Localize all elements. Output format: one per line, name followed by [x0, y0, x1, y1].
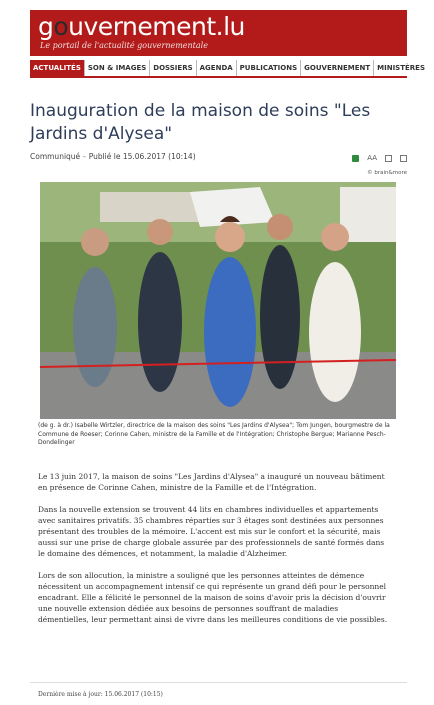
nav-item-dossiers[interactable]: DOSSIERS	[150, 60, 196, 76]
last-update: Dernière mise à jour: 15.06.2017 (10:15)	[38, 691, 163, 698]
print-icon[interactable]	[400, 155, 407, 162]
logo-text-o: o	[53, 12, 69, 41]
article-body	[38, 471, 390, 636]
article-meta	[30, 152, 407, 161]
logo-text-start: g	[38, 12, 54, 41]
photo-caption: (de g. à dr.) Isabelle Wirtzler, directrice de la maison des soins "Les Jardins d'Alysea"; Tom Jungen, bourgmestre de la Commune de Roeser; Corinne Cahen, ministre de la Famille et de l'Intégration; Christophe Bergue; Marianne Pesch-Dondelinger	[38, 422, 390, 446]
article-paragraph: Dans la nouvelle extension se trouvent 44 lits en chambres individuelles et appartements avec sanitaires privatifs. 35 chambres réparties sur 3 étages sont destinées aux personnes présentant des troubles de la mémoire. L'accent est mis sur le confort et la sécurité, mais aussi sur une prise de charge globale assurée par des professionnels de santé formés dans le domaine des démences, et notamment, la maladie d'Alzheimer.	[38, 505, 385, 558]
site-tagline: Le portail de l'actualité gouvernementale	[40, 41, 208, 50]
meta-separator: –	[82, 152, 87, 161]
nav-item-publications[interactable]: PUBLICATIONS	[237, 60, 301, 76]
nav-item-gouvernement[interactable]: GOUVERNEMENT	[301, 60, 374, 76]
publish-date: Publié le 15.06.2017 (10:14)	[88, 152, 196, 161]
main-nav	[30, 60, 425, 78]
footer-divider	[30, 682, 407, 683]
nav-item-actualites[interactable]: ACTUALITÉS	[30, 60, 85, 76]
article-tools	[352, 154, 407, 162]
nav-item-son-images[interactable]: SON & IMAGES	[85, 60, 150, 76]
site-header	[30, 10, 407, 56]
font-size-button[interactable]: AA	[367, 154, 377, 162]
nav-item-agenda[interactable]: AGENDA	[197, 60, 237, 76]
page	[30, 10, 425, 698]
page-title: Inauguration de la maison de soins "Les Jardins d'Alysea"	[30, 101, 371, 144]
nav-item-ministeres[interactable]: MINISTÈRES	[377, 64, 425, 72]
photo-illustration	[40, 182, 396, 419]
share-icon[interactable]	[352, 155, 359, 162]
logo-text-end: uvernement.lu	[68, 12, 245, 41]
article-paragraph: Lors de son allocution, la ministre a souligné que les personnes atteintes de démence nécessitent un accompagnement intensif ce qui représente un grand défi pour le personnel encadrant. Elle a félicité le personnel de la maison de soins d'avoir pris la décision d'ouvrir une nouvelle extension dédiée aux besoins de personnes souffrant de maladies démentielles, leur permettant ainsi de vivre dans les meilleures conditions de vie possibles.	[38, 571, 388, 624]
pdf-icon[interactable]	[385, 155, 392, 162]
photo-credit: © brain&more	[367, 170, 407, 176]
article-paragraph: Le 13 juin 2017, la maison de soins "Les Jardins d'Alysea" a inauguré un nouveau bâtiment en présence de Corinne Cahen, ministre de la Famille et de l'Intégration.	[38, 472, 385, 492]
site-logo[interactable]	[38, 12, 245, 41]
article-photo	[40, 182, 396, 419]
article-type: Communiqué	[30, 152, 81, 161]
